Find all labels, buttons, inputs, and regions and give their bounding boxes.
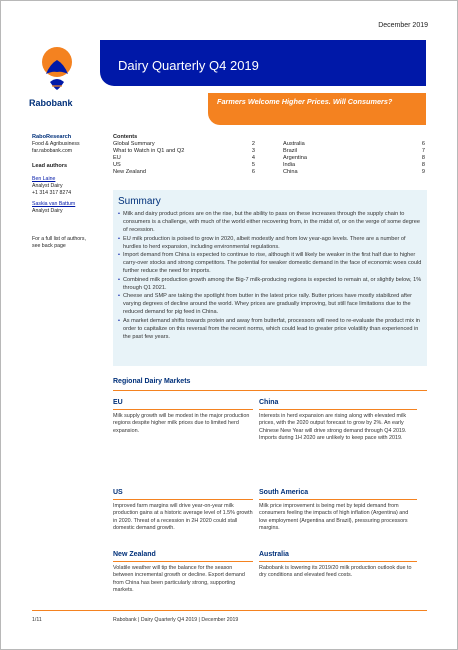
summary-bullet: • Combined milk production growth among the Big-7 milk-producing regions is expected to remain at, or slightly below, 1% through Q1 2021. <box>118 276 423 292</box>
toc-entry[interactable]: US 5 <box>113 161 255 168</box>
toc-entry[interactable]: India 8 <box>283 161 425 168</box>
author-role: Analyst Dairy <box>32 208 63 214</box>
market-card-us <box>113 488 253 532</box>
toc-entry[interactable]: Australia 6 <box>283 141 425 147</box>
summary-bullet: • EU milk production is poised to grow in 2020, albeit modestly and from low year-ago levels. There are a number of hurdles to herd expansion, including environmental regulations. <box>118 235 423 251</box>
market-name: China <box>259 399 279 406</box>
rabobank-logo-icon <box>32 44 82 94</box>
sidebar-authors <box>32 163 102 215</box>
market-rule <box>259 499 417 500</box>
contents-title: Contents <box>113 134 138 140</box>
report-date: December 2019 <box>378 22 428 29</box>
toc-entry[interactable]: New Zealand 6 <box>113 168 255 175</box>
market-text: Rabobank is lowering its 2019/20 milk production outlook due to dry conditions and elevated feed costs. <box>259 565 412 579</box>
author-role: Analyst Dairy <box>32 183 63 189</box>
page-number: 1/11 <box>32 617 42 623</box>
org-name: RaboResearch <box>32 134 72 140</box>
summary-title: Summary <box>118 196 161 207</box>
summary-bullets <box>118 210 423 341</box>
org-url[interactable]: far.rabobank.com <box>32 148 73 154</box>
summary-bullet: • Import demand from China is expected to continue to rise, although it will likely be weaker in the first half due to higher carry-over stocks and strong competitors. The potential for weaker domestic demand in the face of economic woes could further reduce the need for imports. <box>118 251 423 276</box>
market-name: EU <box>113 399 123 406</box>
toc-right-column <box>283 141 425 176</box>
author-name-link[interactable]: Saskia van Battum <box>32 201 76 207</box>
market-card-china <box>259 398 417 442</box>
market-rule <box>259 409 417 410</box>
market-text: Milk price improvement is being met by tepid demand from consumers feeling the impacts of high inflation (Argentina) and low employment (Argentina and Brazil), pressuring processors margins. <box>259 503 409 531</box>
toc-entry[interactable]: China 9 <box>283 168 425 175</box>
regional-rule <box>113 390 427 391</box>
market-card-south-america <box>259 488 417 532</box>
sidebar-org <box>32 134 102 155</box>
summary-bullet: • Milk and dairy product prices are on the rise, but the ability to pass on these increases through the supply chain to consumers is a challenge, with much of the world either recovering from, in the midst of, or on the verge of some degree of recession. <box>118 210 423 235</box>
toc-entry[interactable]: Global Summary 2 <box>113 141 255 147</box>
summary-bullet: • Cheese and SMP are taking the spotlight from butter in the latest price rally. Butter prices have mostly stabilized after varying degrees of decline around the world. Whey prices are gradually improving, but still face limitations due to the reduced demand for pig feed in China. <box>118 292 423 317</box>
footer-rule <box>32 610 427 611</box>
author-phone: +1 314 317 8274 <box>32 190 72 196</box>
market-rule <box>259 561 417 562</box>
market-card-eu <box>113 398 253 435</box>
market-text: Volatile weather will tip the balance for the season between incremental growth or decline. Export demand from China has been particularly strong, supporting markets. <box>113 565 245 593</box>
toc-entry[interactable]: What to Watch in Q1 and Q2 3 <box>113 147 255 154</box>
market-text: Milk supply growth will be modest in the major production regions despite higher milk prices due to limited herd expansion. <box>113 413 250 434</box>
summary-bullet: • As market demand shifts towards protein and away from butterfat, processors will need to re-evaluate the product mix in order to capitalize on this reversal from the recent norms, which could lead to greater price volatility than experienced in the past few years. <box>118 317 423 342</box>
market-rule <box>113 409 253 410</box>
report-subtitle: Farmers Welcome Higher Prices. Will Consumers? <box>217 97 393 106</box>
regional-title: Regional Dairy Markets <box>113 378 191 385</box>
brand-name: Rabobank <box>29 98 73 108</box>
author-note: For a full list of authors, see back page <box>32 236 86 249</box>
market-name: US <box>113 489 123 496</box>
market-name: Australia <box>259 551 289 558</box>
toc-entry[interactable]: Argentina 8 <box>283 154 425 161</box>
market-text: Improved farm margins will drive year-on-year milk production gains at a historic average level of 1.5% growth in 2020. Threat of a recession in 2H 2020 could stall domestic demand growth. <box>113 503 253 531</box>
market-card-new-zealand <box>113 550 253 594</box>
author-name-link[interactable]: Ben Laine <box>32 176 56 182</box>
contents-section <box>113 134 427 175</box>
footer-text: Rabobank | Dairy Quarterly Q4 2019 | December 2019 <box>113 617 239 623</box>
toc-left-column <box>113 141 255 176</box>
market-rule <box>113 561 253 562</box>
org-subtitle: Food & Agribusiness <box>32 141 80 147</box>
market-name: South America <box>259 489 309 496</box>
toc-entry[interactable]: EU 4 <box>113 154 255 161</box>
lead-authors-heading: Lead authors <box>32 163 68 169</box>
report-title: Dairy Quarterly Q4 2019 <box>118 58 259 73</box>
toc-entry[interactable]: Brazil 7 <box>283 147 425 154</box>
market-card-australia <box>259 550 417 580</box>
market-name: New Zealand <box>113 551 156 558</box>
market-text: Interests in herd expansion are rising along with elevated milk prices, with the 2020 output forecast to grow by 2%. An early Chinese New Year will drive strong demand through Q4 2019. Imports during 1H 2020 are unlikely to keep pace with 2019. <box>259 413 407 441</box>
market-rule <box>113 499 253 500</box>
